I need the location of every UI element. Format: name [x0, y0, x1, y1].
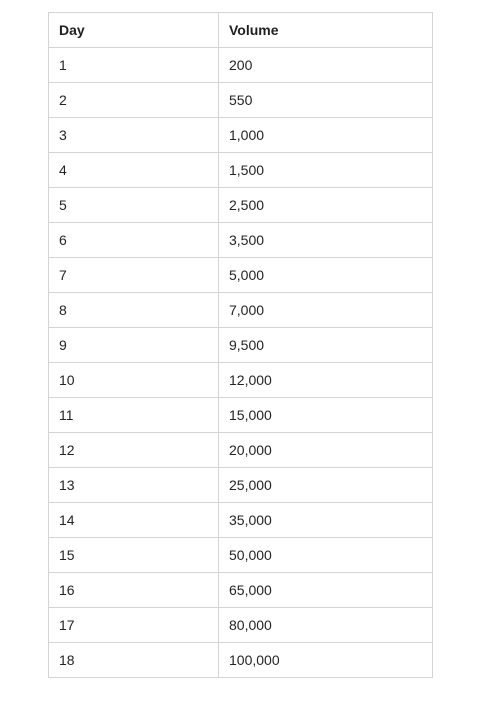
- table-row: [49, 188, 433, 223]
- cell-volume: 15,000: [219, 398, 433, 433]
- cell-volume: 9,500: [219, 328, 433, 363]
- table-row: [49, 398, 433, 433]
- table-row: [49, 153, 433, 188]
- table-row: [49, 538, 433, 573]
- table-row: [49, 363, 433, 398]
- cell-volume: 80,000: [219, 608, 433, 643]
- table-row: [49, 608, 433, 643]
- cell-day: 18: [49, 643, 219, 678]
- cell-volume: 5,000: [219, 258, 433, 293]
- cell-volume: 3,500: [219, 223, 433, 258]
- cell-day: 7: [49, 258, 219, 293]
- cell-day: 2: [49, 83, 219, 118]
- cell-volume: 50,000: [219, 538, 433, 573]
- cell-volume: 2,500: [219, 188, 433, 223]
- cell-volume: 7,000: [219, 293, 433, 328]
- cell-day: 3: [49, 118, 219, 153]
- cell-day: 16: [49, 573, 219, 608]
- cell-day: 15: [49, 538, 219, 573]
- table-row: [49, 573, 433, 608]
- cell-day: 1: [49, 48, 219, 83]
- header-day: Day: [49, 13, 219, 48]
- table-row: [49, 433, 433, 468]
- cell-volume: 550: [219, 83, 433, 118]
- cell-day: 6: [49, 223, 219, 258]
- table-row: [49, 293, 433, 328]
- cell-volume: 100,000: [219, 643, 433, 678]
- table-row: [49, 223, 433, 258]
- cell-volume: 12,000: [219, 363, 433, 398]
- day-volume-table: [48, 12, 433, 678]
- cell-volume: 200: [219, 48, 433, 83]
- table-container: [48, 12, 433, 678]
- cell-day: 10: [49, 363, 219, 398]
- table-row: [49, 643, 433, 678]
- table-row: [49, 468, 433, 503]
- cell-day: 4: [49, 153, 219, 188]
- table-row: [49, 258, 433, 293]
- header-volume: Volume: [219, 13, 433, 48]
- table-row: [49, 83, 433, 118]
- table-row: [49, 48, 433, 83]
- table-header-row: [49, 13, 433, 48]
- cell-day: 17: [49, 608, 219, 643]
- cell-day: 13: [49, 468, 219, 503]
- cell-day: 8: [49, 293, 219, 328]
- cell-volume: 35,000: [219, 503, 433, 538]
- cell-day: 5: [49, 188, 219, 223]
- cell-volume: 20,000: [219, 433, 433, 468]
- cell-volume: 1,500: [219, 153, 433, 188]
- cell-day: 11: [49, 398, 219, 433]
- cell-volume: 1,000: [219, 118, 433, 153]
- table-row: [49, 328, 433, 363]
- cell-day: 9: [49, 328, 219, 363]
- cell-volume: 25,000: [219, 468, 433, 503]
- table-row: [49, 503, 433, 538]
- cell-volume: 65,000: [219, 573, 433, 608]
- table-row: [49, 118, 433, 153]
- cell-day: 12: [49, 433, 219, 468]
- cell-day: 14: [49, 503, 219, 538]
